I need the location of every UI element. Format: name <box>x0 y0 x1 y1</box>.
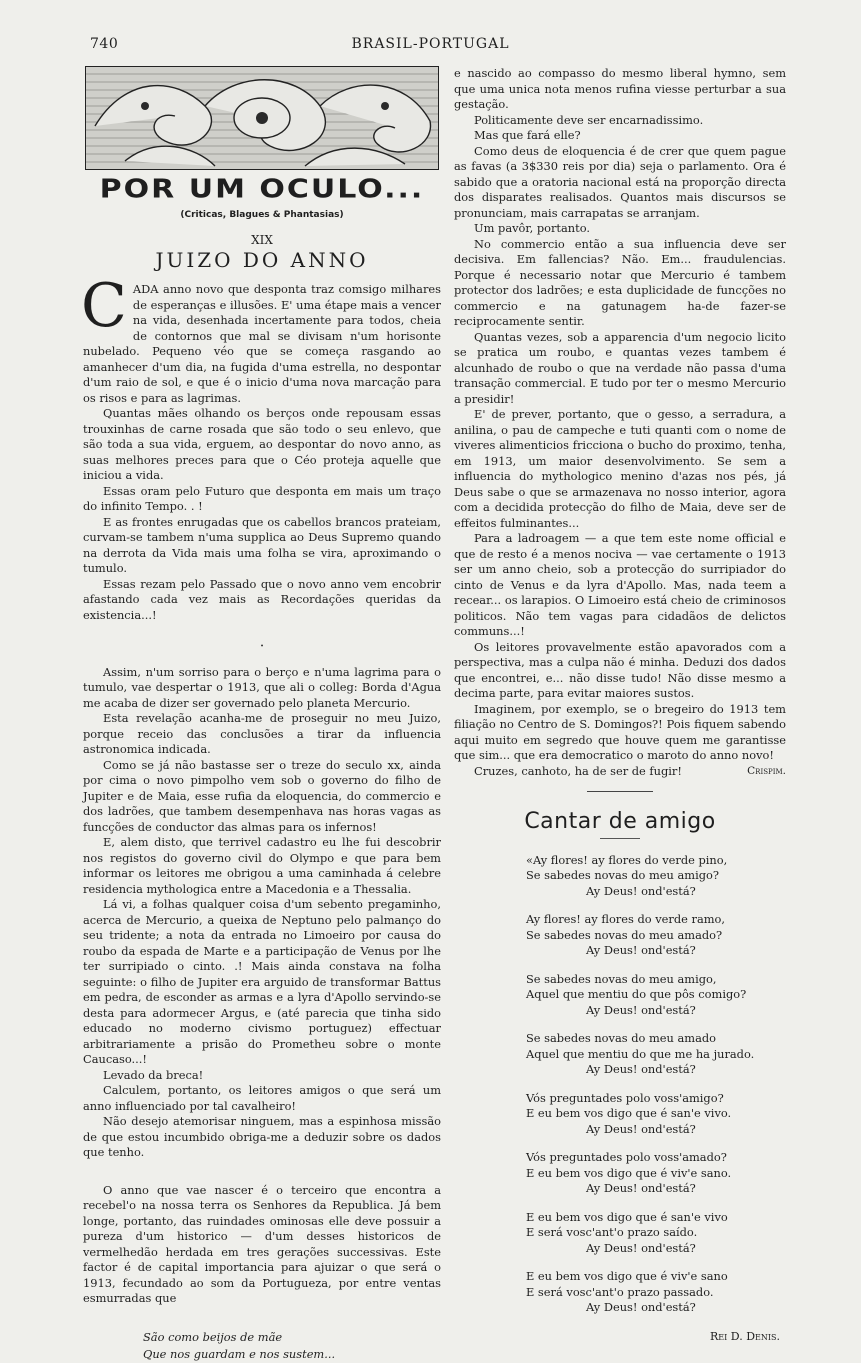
poem-title: Cantar de amigo <box>524 809 716 834</box>
paragraph: Os leitores provavelmente estão apavorados com a perspectiva, mas a culpa não é minha. Deduzi dos dados que encontrei, e... não disse tudo! Não disse mesmo a decima parte, para evitar maiores sustos. <box>454 639 786 700</box>
article-title: POR UM OCULO... <box>99 174 425 205</box>
paragraph: Como deus de eloquencia é de crer que quem pague as favas (a 3$330 reis por dia) seja o parlamento. Ora é sabido que a oratoria nacional está na proporção directa dos disparates realisados. Quantos mais discursos se pronunciam, mais carrapatas se arranjam. <box>454 143 786 220</box>
paragraph: E' de prever, portanto, que o gesso, a serradura, a anilina, o pau de campeche e tuti quanti com o nome de viveres alimenticios fricciona o bucho do proximo, tenha, em 1913, um maior desenvolvimento. Se sem a influencia do mythologico menino d'azas nos pés, já Deus sabe o que se armazenava no nosso interior, agora com a decidida protecção do filho de Maia, deve ser de effeitos fulminantes... <box>454 407 786 530</box>
paragraph: Imaginem, por exemplo, se o bregeiro do 1913 tem filiação no Centro de S. Domingos?! Pois fiquem sabendo aqui muito em segredo que houve quem me garantisse que sim... que era democratico o maroto do anno novo! <box>454 701 786 762</box>
paragraph: Politicamente deve ser encarnadissimo. <box>474 112 704 127</box>
article-subtitle: (Criticas, Blagues & Phantasias) <box>180 209 344 220</box>
verse-line: São como beijos de mãe <box>143 1329 283 1344</box>
poem-line: Ay Deus! ond'está? <box>586 883 696 898</box>
poem-line: Ay Deus! ond'está? <box>586 943 696 957</box>
section-divider: • <box>260 643 264 650</box>
poem-line: Vós preguntades polo voss'amado? <box>526 1150 727 1164</box>
paragraph: E, alem disto, que terrivel cadastro eu lhe fui descobrir nos registos do governo civil do Olympo e que para bem informar os leitores me obrigou a uma caminhada á celebre residencia mythologica entre a Macedonia e a Thessalia. <box>83 835 441 896</box>
poem-line: «Ay flores! ay flores do verde pino, <box>526 852 728 867</box>
stanza <box>526 1031 786 1078</box>
poem-author: Rei D. Denis. <box>710 1329 780 1343</box>
poem-line: Se sabedes novas do meu amigo, <box>526 971 717 986</box>
paragraph: Essas rezam pelo Passado que o novo anno vem encobrir afastando cada vez mais as Recordações queridas da existencia...! <box>83 576 441 622</box>
paragraph: Não desejo atemorisar ninguem, mas a espinhosa missão de que estou incumbido obriga-me a deduzir sobre os dados que tenho. <box>83 1114 441 1159</box>
divider <box>600 838 640 839</box>
poem-line: E eu bem vos digo que é viv'e sano <box>526 1269 728 1283</box>
ornament-illustration <box>85 66 439 170</box>
poem-line: E eu bem vos digo que é viv'e sano. <box>526 1165 732 1180</box>
verse-line: Que nos guardam e nos sustem... <box>143 1346 336 1361</box>
divider <box>587 791 653 792</box>
signature: Crispim. <box>747 764 786 777</box>
page-number: 740 <box>90 36 119 52</box>
stanza <box>526 912 786 959</box>
poem-line: Ay Deus! ond'está? <box>586 1121 696 1136</box>
poem-line: Aquel que mentiu do que pôs comigo? <box>526 987 747 1001</box>
paragraph: Essas oram pelo Futuro que desponta em mais um traço do infinito Tempo. . ! <box>83 483 441 513</box>
stanza <box>526 1210 786 1257</box>
poem-line: Ay Deus! ond'está? <box>586 1181 696 1195</box>
paragraph-text: ADA anno novo que desponta traz comsigo milhares de esperanças e illusões. E' uma étape mais a vencer na vida, desenhada incertamente para todos, cheia de contornos que mal se divisam n'um horisonte nubelado. Pequeno véo que se começa rasgando ao amanhecer d'um dia, na fugida d'uma estrella, no despontar d'um raio de sol, e que é o inicio d'uma nova marcação para os risos e para as lagrimas. <box>83 282 441 405</box>
stanza <box>526 853 786 900</box>
paragraph: Esta revelação acanha-me de proseguir no meu Juizo, porque receio das conclusões a tirar da influencia astronomica indicada. <box>83 711 441 756</box>
series-numeral: XIX <box>251 233 273 247</box>
paragraph: Calculem, portanto, os leitores amigos o que será um anno influenciado por tal cavalheiro! <box>83 1083 441 1113</box>
left-column <box>83 66 441 1363</box>
poem-stanzas <box>454 853 786 1316</box>
stanza <box>526 1269 786 1316</box>
section-title: JUIZO DO ANNO <box>155 247 369 272</box>
poem-line: E será vosc'ant'o prazo passado. <box>526 1284 714 1299</box>
poem-line: Vós preguntades polo voss'amigo? <box>526 1090 724 1105</box>
running-title: BRASIL-PORTUGAL <box>351 36 510 52</box>
paragraph <box>81 271 441 406</box>
stanza <box>526 1091 786 1138</box>
poem-line: E será vosc'ant'o prazo saído. <box>526 1225 698 1239</box>
stanza <box>526 1150 786 1197</box>
poem-line: Se sabedes novas do meu amado <box>526 1031 717 1045</box>
paragraph: E as frontes enrugadas que os cabellos brancos prateiam, curvam-se tambem n'uma supplica ao Deus Supremo quando na derrota da Vida mais uma folha se vira, aproximando o tumulo. <box>83 514 441 575</box>
paragraph: Como se já não bastasse ser o treze do seculo xx, ainda por cima o novo pimpolho vem sob o governo do filho de Jupiter e de Maia, esse rufia da eloquencia, do commercio e dos ladrões, que tambem desempenhava nas horas vagas as funcções de conductor das almas para os infernos! <box>83 757 441 834</box>
paragraph: e nascido ao compasso do mesmo liberal hymno, sem que uma unica nota menos rufina viesse perturbar a sua gestação. <box>454 66 786 111</box>
paragraph: Quantas mães olhando os berços onde repousam essas trouxinhas de carne rosada que são todo o seu enlevo, que são toda a sua vida, erguem, ao despontar do novo anno, as suas melhores preces para que o Céo proteja aquelle que iniciou a vida. <box>83 406 441 482</box>
poem-line: Se sabedes novas do meu amado? <box>526 927 723 942</box>
paragraph: Quantas vezes, sob a apparencia d'um negocio licito se pratica um roubo, e quantas vezes tambem é alcunhado de roubo o que na verdade não passa d'uma transação commercial. E tudo por ter o mesmo Mercurio a presidir! <box>454 329 786 406</box>
poem-line: Ay Deus! ond'está? <box>586 1062 696 1076</box>
paragraph: Lá vi, a folhas qualquer coisa d'um sebento pregaminho, acerca de Mercurio, a queixa de Neptuno pelo palmanço do seu tridente; a nota da entrada no Limoeiro por causa do roubo da espada de Marte e a participação de Venus por lhe ter surripiado o cinto. .! Mais ainda constava na folha seguinte: o filho de Jupiter era arguido de transformar Battus em pedra, de esconder as armas e a lyra d'Apollo servindo-se desta para adormecer Argus, e (até parecia que tinha sido educado no moderno civismo portuguez) effectuar arbitrariamente a prisão do Prometheu sobre o monte Caucaso...! <box>83 897 441 1066</box>
poem-line: Ay Deus! ond'está? <box>586 1240 696 1255</box>
paragraph: No commercio então a sua influencia deve ser decisiva. Em fallencias? Não. Em... fraudulencias. Porque é necessario notar que Mercurio é tambem protector dos ladrões; e esta duplicidade de funcções no commercio e na gatunagem ha-de fazer-se reciprocamente sentir. <box>454 236 786 328</box>
drop-cap: C <box>81 271 127 341</box>
paragraph: Um pavôr, portanto. <box>474 221 590 235</box>
poem-line: Aquel que mentiu do que me ha jurado. <box>526 1046 755 1061</box>
poem-line: Ay flores! ay flores do verde ramo, <box>526 912 726 926</box>
poem-line: Ay Deus! ond'está? <box>586 1300 696 1314</box>
poem-line: Se sabedes novas do meu amigo? <box>526 868 719 882</box>
paragraph: Levado da breca! <box>103 1067 204 1082</box>
stanza <box>526 972 786 1019</box>
closing-line <box>454 764 786 780</box>
paragraph: Cruzes, canhoto, ha de ser de fugir! <box>474 763 682 778</box>
paragraph: Assim, n'um sorriso para o berço e n'uma lagrima para o tumulo, vae despertar o 1913, que ali o colleg: Borda d'Agua me acaba de dizer ser governado pelo planeta Mercurio. <box>83 664 441 710</box>
poem-line: Ay Deus! ond'está? <box>586 1002 696 1017</box>
paragraph: Para a ladroagem — a que tem este nome official e que de resto é a menos nociva — vae certamente o 1913 ser um anno cheio, sob a protecção do surripiador do cinto de Venus e da lyra d'Apollo. Mas, nada teem a recear... os larapios. O Limoeiro está cheio de criminosos politicos. Não tem vagas para cidadãos de delictos communs...! <box>454 531 786 638</box>
poem-line: E eu bem vos digo que é san'e vivo. <box>526 1106 732 1120</box>
quoted-verse <box>143 1329 441 1363</box>
poem-line: E eu bem vos digo que é san'e vivo <box>526 1209 728 1224</box>
right-column <box>454 66 786 1344</box>
paragraph: O anno que vae nascer é o terceiro que encontra a recebel'o na nossa terra os Senhores da Republica. Já bem longe, portanto, das ruindades ominosas elle deve possuir a pureza d'um historico — d'um desses historicos de vermelhedão herdada em tres gerações successivas. Este factor é de capital importancia para ajuizar o que será o 1913, fecundado ao som da Portugueza, por entre ventas esmurradas que <box>83 1182 441 1305</box>
paragraph: Mas que fará elle? <box>474 128 581 142</box>
